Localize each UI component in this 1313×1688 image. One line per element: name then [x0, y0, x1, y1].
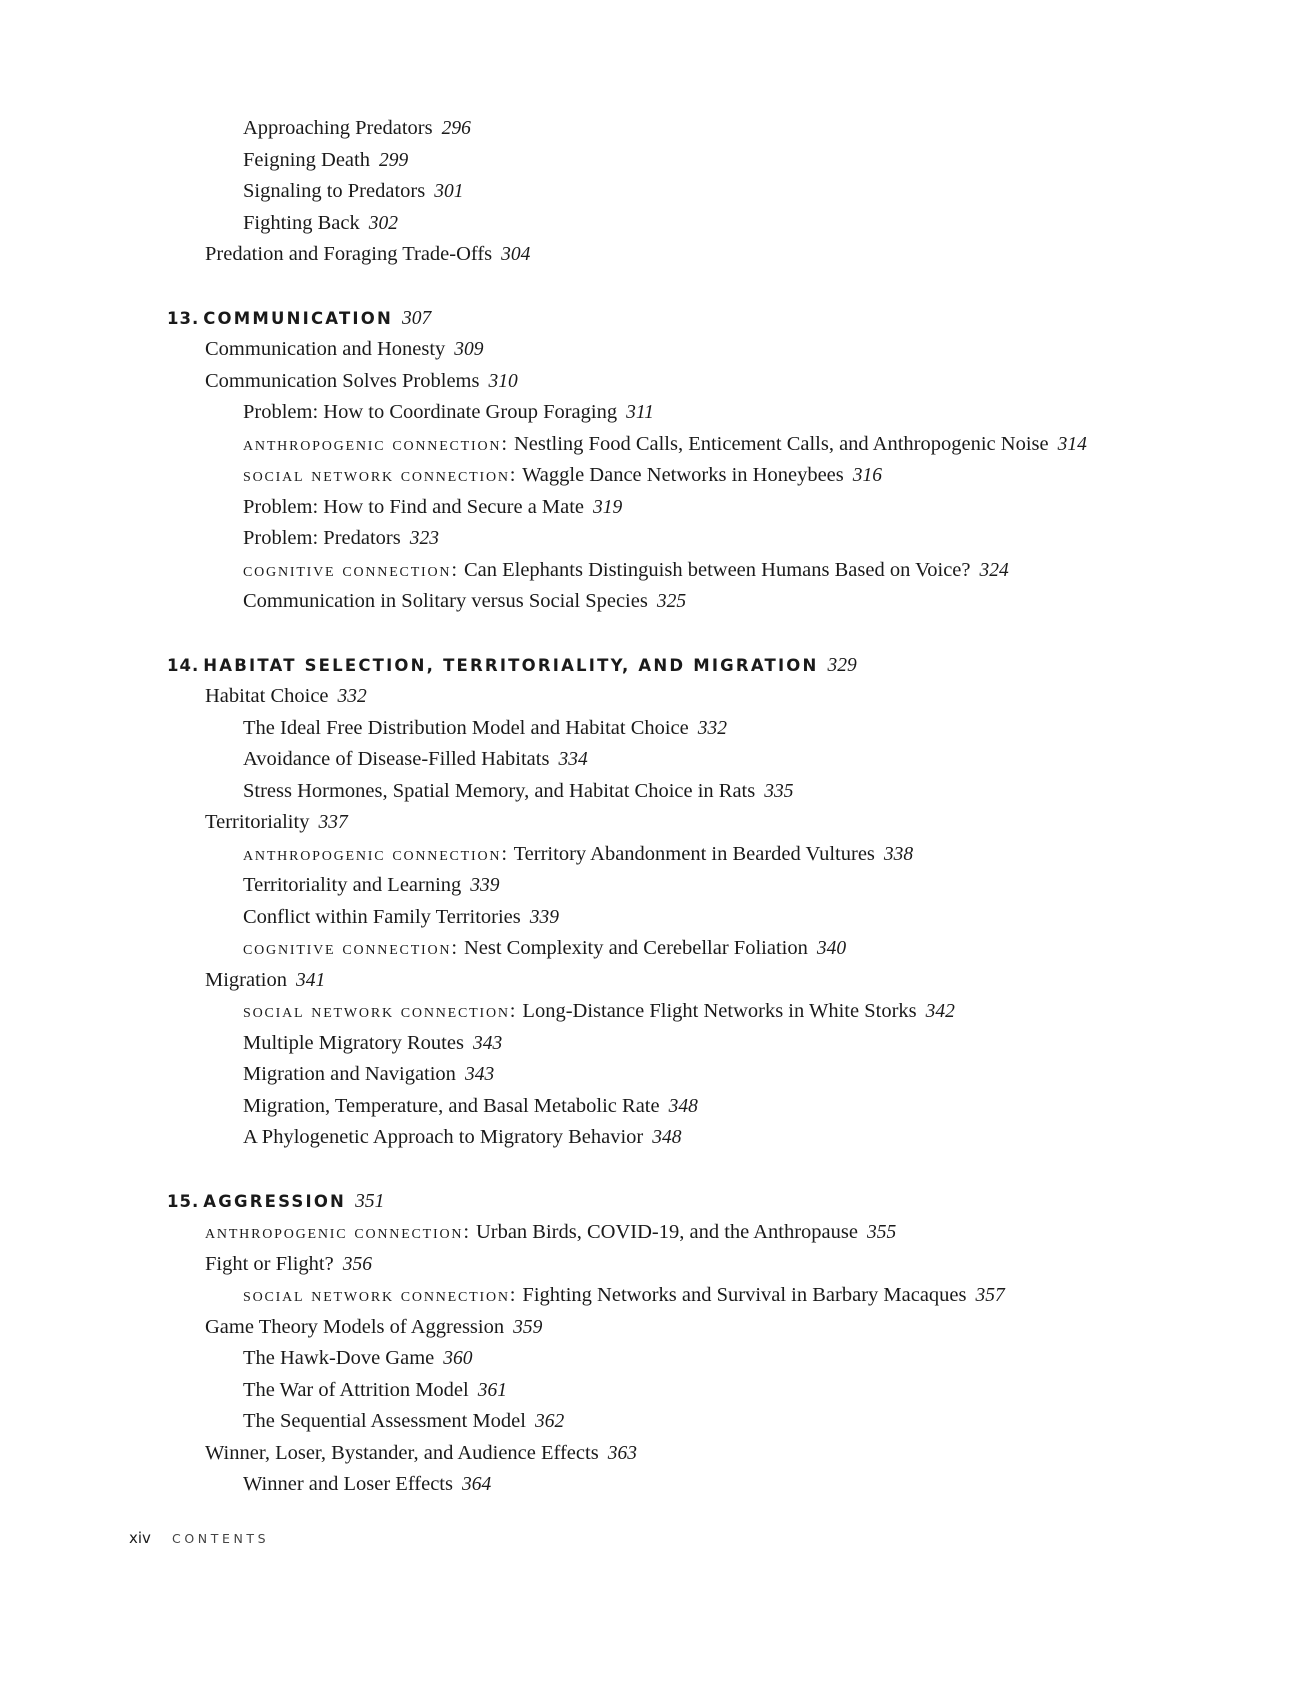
toc-subsection — [167, 776, 1267, 808]
toc-subsection — [167, 902, 1267, 934]
toc-subsection — [167, 586, 1267, 618]
toc-section — [167, 1249, 1267, 1281]
toc-subsection — [167, 1375, 1267, 1407]
toc-section — [167, 1312, 1267, 1344]
chapter-heading — [167, 303, 1267, 335]
toc-subsection — [167, 933, 1267, 965]
entry-page-number: 348 — [652, 1127, 682, 1148]
entry-page-number: 319 — [593, 496, 623, 518]
toc-section — [167, 965, 1267, 997]
table-of-contents — [167, 113, 1267, 1501]
chapter-page-number: 307 — [401, 307, 432, 329]
entry-page-number: 360 — [443, 1348, 473, 1369]
toc-subsection — [167, 397, 1267, 429]
chapter-page-number: 329 — [827, 654, 857, 676]
entry-title: Migration, Temperature, and Basal Metabolic Rate — [243, 1094, 660, 1117]
toc-subsection — [167, 1280, 1267, 1312]
entry-title: Urban Birds, COVID-19, and the Anthropause — [475, 1221, 858, 1243]
entry-page-number: 324 — [979, 559, 1009, 581]
toc-section — [167, 334, 1267, 366]
connection-tag: social network connection: — [243, 1000, 518, 1022]
entry-page-number: 348 — [668, 1095, 698, 1117]
entry-page-number: 334 — [558, 749, 588, 770]
toc-subsection — [167, 113, 1267, 145]
chapter-page-number: 351 — [355, 1190, 385, 1212]
toc-subsection — [167, 460, 1267, 492]
toc-subsection — [167, 1028, 1267, 1060]
chapter-number: 15. — [167, 1191, 200, 1211]
toc-subsection — [167, 176, 1267, 208]
entry-page-number: 339 — [470, 875, 500, 896]
entry-page-number: 342 — [925, 1001, 955, 1022]
entry-page-number: 299 — [378, 149, 409, 171]
entry-page-number: 332 — [697, 717, 728, 739]
entry-page-number: 359 — [513, 1316, 543, 1338]
toc-subsection — [167, 1469, 1267, 1501]
connection-tag: anthropogenic connection: — [205, 1221, 471, 1243]
entry-title: Problem: How to Coordinate Group Foraging — [243, 401, 618, 423]
entry-title: Communication and Honesty — [205, 338, 446, 360]
toc-subsection — [167, 492, 1267, 524]
toc-subsection — [167, 996, 1267, 1028]
running-head: CONTENTS — [172, 1531, 270, 1546]
entry-page-number: 337 — [318, 812, 348, 833]
page-footer — [129, 1528, 269, 1549]
entry-page-number: 323 — [409, 528, 439, 549]
chapter-number: 13. — [167, 308, 200, 328]
toc-subsection — [167, 1059, 1267, 1091]
toc-subsection — [167, 555, 1267, 587]
toc-section — [167, 1438, 1267, 1470]
entry-page-number: 335 — [764, 780, 794, 802]
toc-subsection — [167, 1122, 1267, 1154]
entry-title: Fight or Flight? — [205, 1252, 334, 1275]
entry-title: Game Theory Models of Aggression — [205, 1315, 505, 1338]
entry-page-number: 355 — [867, 1222, 897, 1243]
entry-title: The Ideal Free Distribution Model and Habitat Choice — [243, 716, 689, 739]
connection-tag: cognitive connection: — [243, 558, 459, 581]
entry-title: Approaching Predators — [243, 117, 433, 139]
entry-page-number: 338 — [883, 843, 914, 865]
entry-page-number: 357 — [975, 1285, 1005, 1306]
entry-title: Stress Hormones, Spatial Memory, and Habitat Choice in Rats — [243, 779, 756, 802]
entry-title: Conflict within Family Territories — [243, 905, 521, 928]
entry-page-number: 310 — [488, 370, 518, 392]
toc-section — [167, 1217, 1267, 1249]
entry-title: Multiple Migratory Routes — [243, 1031, 464, 1054]
toc-subsection — [167, 1091, 1267, 1123]
toc-section — [167, 239, 1267, 271]
chapter-title: COMMUNICATION — [203, 308, 393, 328]
entry-page-number: 316 — [852, 465, 882, 486]
entry-title: Territoriality and Learning — [243, 874, 462, 896]
connection-tag: anthropogenic connection: — [243, 842, 509, 865]
chapter-heading — [167, 1186, 1267, 1218]
entry-page-number: 332 — [337, 686, 367, 707]
chapter-title: AGGRESSION — [203, 1191, 347, 1211]
entry-title: Waggle Dance Networks in Honeybees — [522, 464, 844, 486]
entry-page-number: 296 — [441, 118, 471, 139]
entry-title: Nestling Food Calls, Enticement Calls, and Anthropogenic Noise — [513, 432, 1049, 455]
entry-title: Territoriality — [205, 811, 310, 833]
entry-title: Migration and Navigation — [243, 1063, 456, 1085]
entry-title: Nest Complexity and Cerebellar Foliation — [463, 937, 808, 959]
entry-title: Territory Abandonment in Bearded Vultures — [513, 842, 875, 865]
toc-subsection — [167, 713, 1267, 745]
chapter-number: 14. — [167, 655, 200, 675]
entry-title: Habitat Choice — [205, 685, 329, 707]
entry-page-number: 364 — [461, 1474, 492, 1495]
entry-page-number: 302 — [368, 212, 398, 234]
connection-tag: cognitive connection: — [243, 937, 459, 959]
toc-section — [167, 807, 1267, 839]
connection-tag: anthropogenic connection: — [243, 432, 509, 455]
entry-title: Avoidance of Disease-Filled Habitats — [243, 748, 550, 770]
toc-subsection — [167, 1406, 1267, 1438]
entry-title: Problem: How to Find and Secure a Mate — [243, 495, 585, 518]
entry-title: Communication in Solitary versus Social Species — [243, 590, 648, 612]
entry-title: Signaling to Predators — [243, 180, 426, 202]
entry-title: Fighting Back — [243, 211, 360, 234]
entry-page-number: 343 — [464, 1064, 495, 1085]
toc-subsection — [167, 744, 1267, 776]
entry-page-number: 339 — [529, 906, 560, 928]
entry-page-number: 363 — [607, 1442, 637, 1464]
entry-title: The War of Attrition Model — [243, 1378, 469, 1401]
entry-page-number: 325 — [656, 591, 687, 612]
entry-title: Problem: Predators — [243, 527, 401, 549]
entry-title: Migration — [205, 968, 287, 991]
entry-page-number: 356 — [342, 1253, 372, 1275]
toc-subsection — [167, 429, 1267, 461]
toc-subsection — [167, 145, 1267, 177]
entry-title: Long-Distance Flight Networks in White Storks — [522, 1000, 917, 1022]
connection-tag: social network connection: — [243, 1284, 518, 1306]
entry-title: The Hawk-Dove Game — [243, 1347, 435, 1369]
chapter-title: HABITAT SELECTION, TERRITORIALITY, AND MIGRATION — [203, 655, 819, 675]
page-number: xiv — [129, 1529, 151, 1547]
toc-section — [167, 366, 1267, 398]
toc-subsection — [167, 523, 1267, 555]
toc-subsection — [167, 1343, 1267, 1375]
entry-title: Winner, Loser, Bystander, and Audience Effects — [205, 1441, 599, 1464]
entry-title: Winner and Loser Effects — [243, 1473, 453, 1495]
entry-title: Fighting Networks and Survival in Barbary Macaques — [522, 1284, 967, 1306]
entry-page-number: 309 — [454, 339, 484, 360]
entry-title: Feigning Death — [243, 148, 370, 171]
entry-page-number: 340 — [816, 938, 847, 959]
toc-subsection — [167, 870, 1267, 902]
entry-page-number: 362 — [534, 1411, 565, 1432]
entry-page-number: 301 — [434, 181, 464, 202]
toc-section — [167, 681, 1267, 713]
connection-tag: social network connection: — [243, 464, 518, 486]
entry-page-number: 341 — [296, 969, 326, 991]
entry-title: Can Elephants Distinguish between Humans Based on Voice? — [463, 558, 971, 581]
toc-subsection — [167, 839, 1267, 871]
entry-page-number: 311 — [626, 402, 654, 423]
entry-title: The Sequential Assessment Model — [243, 1410, 526, 1432]
entry-page-number: 304 — [501, 244, 531, 265]
entry-title: Predation and Foraging Trade-Offs — [205, 243, 493, 265]
entry-page-number: 361 — [477, 1379, 507, 1401]
entry-title: A Phylogenetic Approach to Migratory Behavior — [243, 1126, 644, 1148]
entry-page-number: 343 — [472, 1032, 503, 1054]
entry-title: Communication Solves Problems — [205, 369, 480, 392]
chapter-heading — [167, 650, 1267, 682]
toc-subsection — [167, 208, 1267, 240]
entry-page-number: 314 — [1057, 433, 1087, 455]
